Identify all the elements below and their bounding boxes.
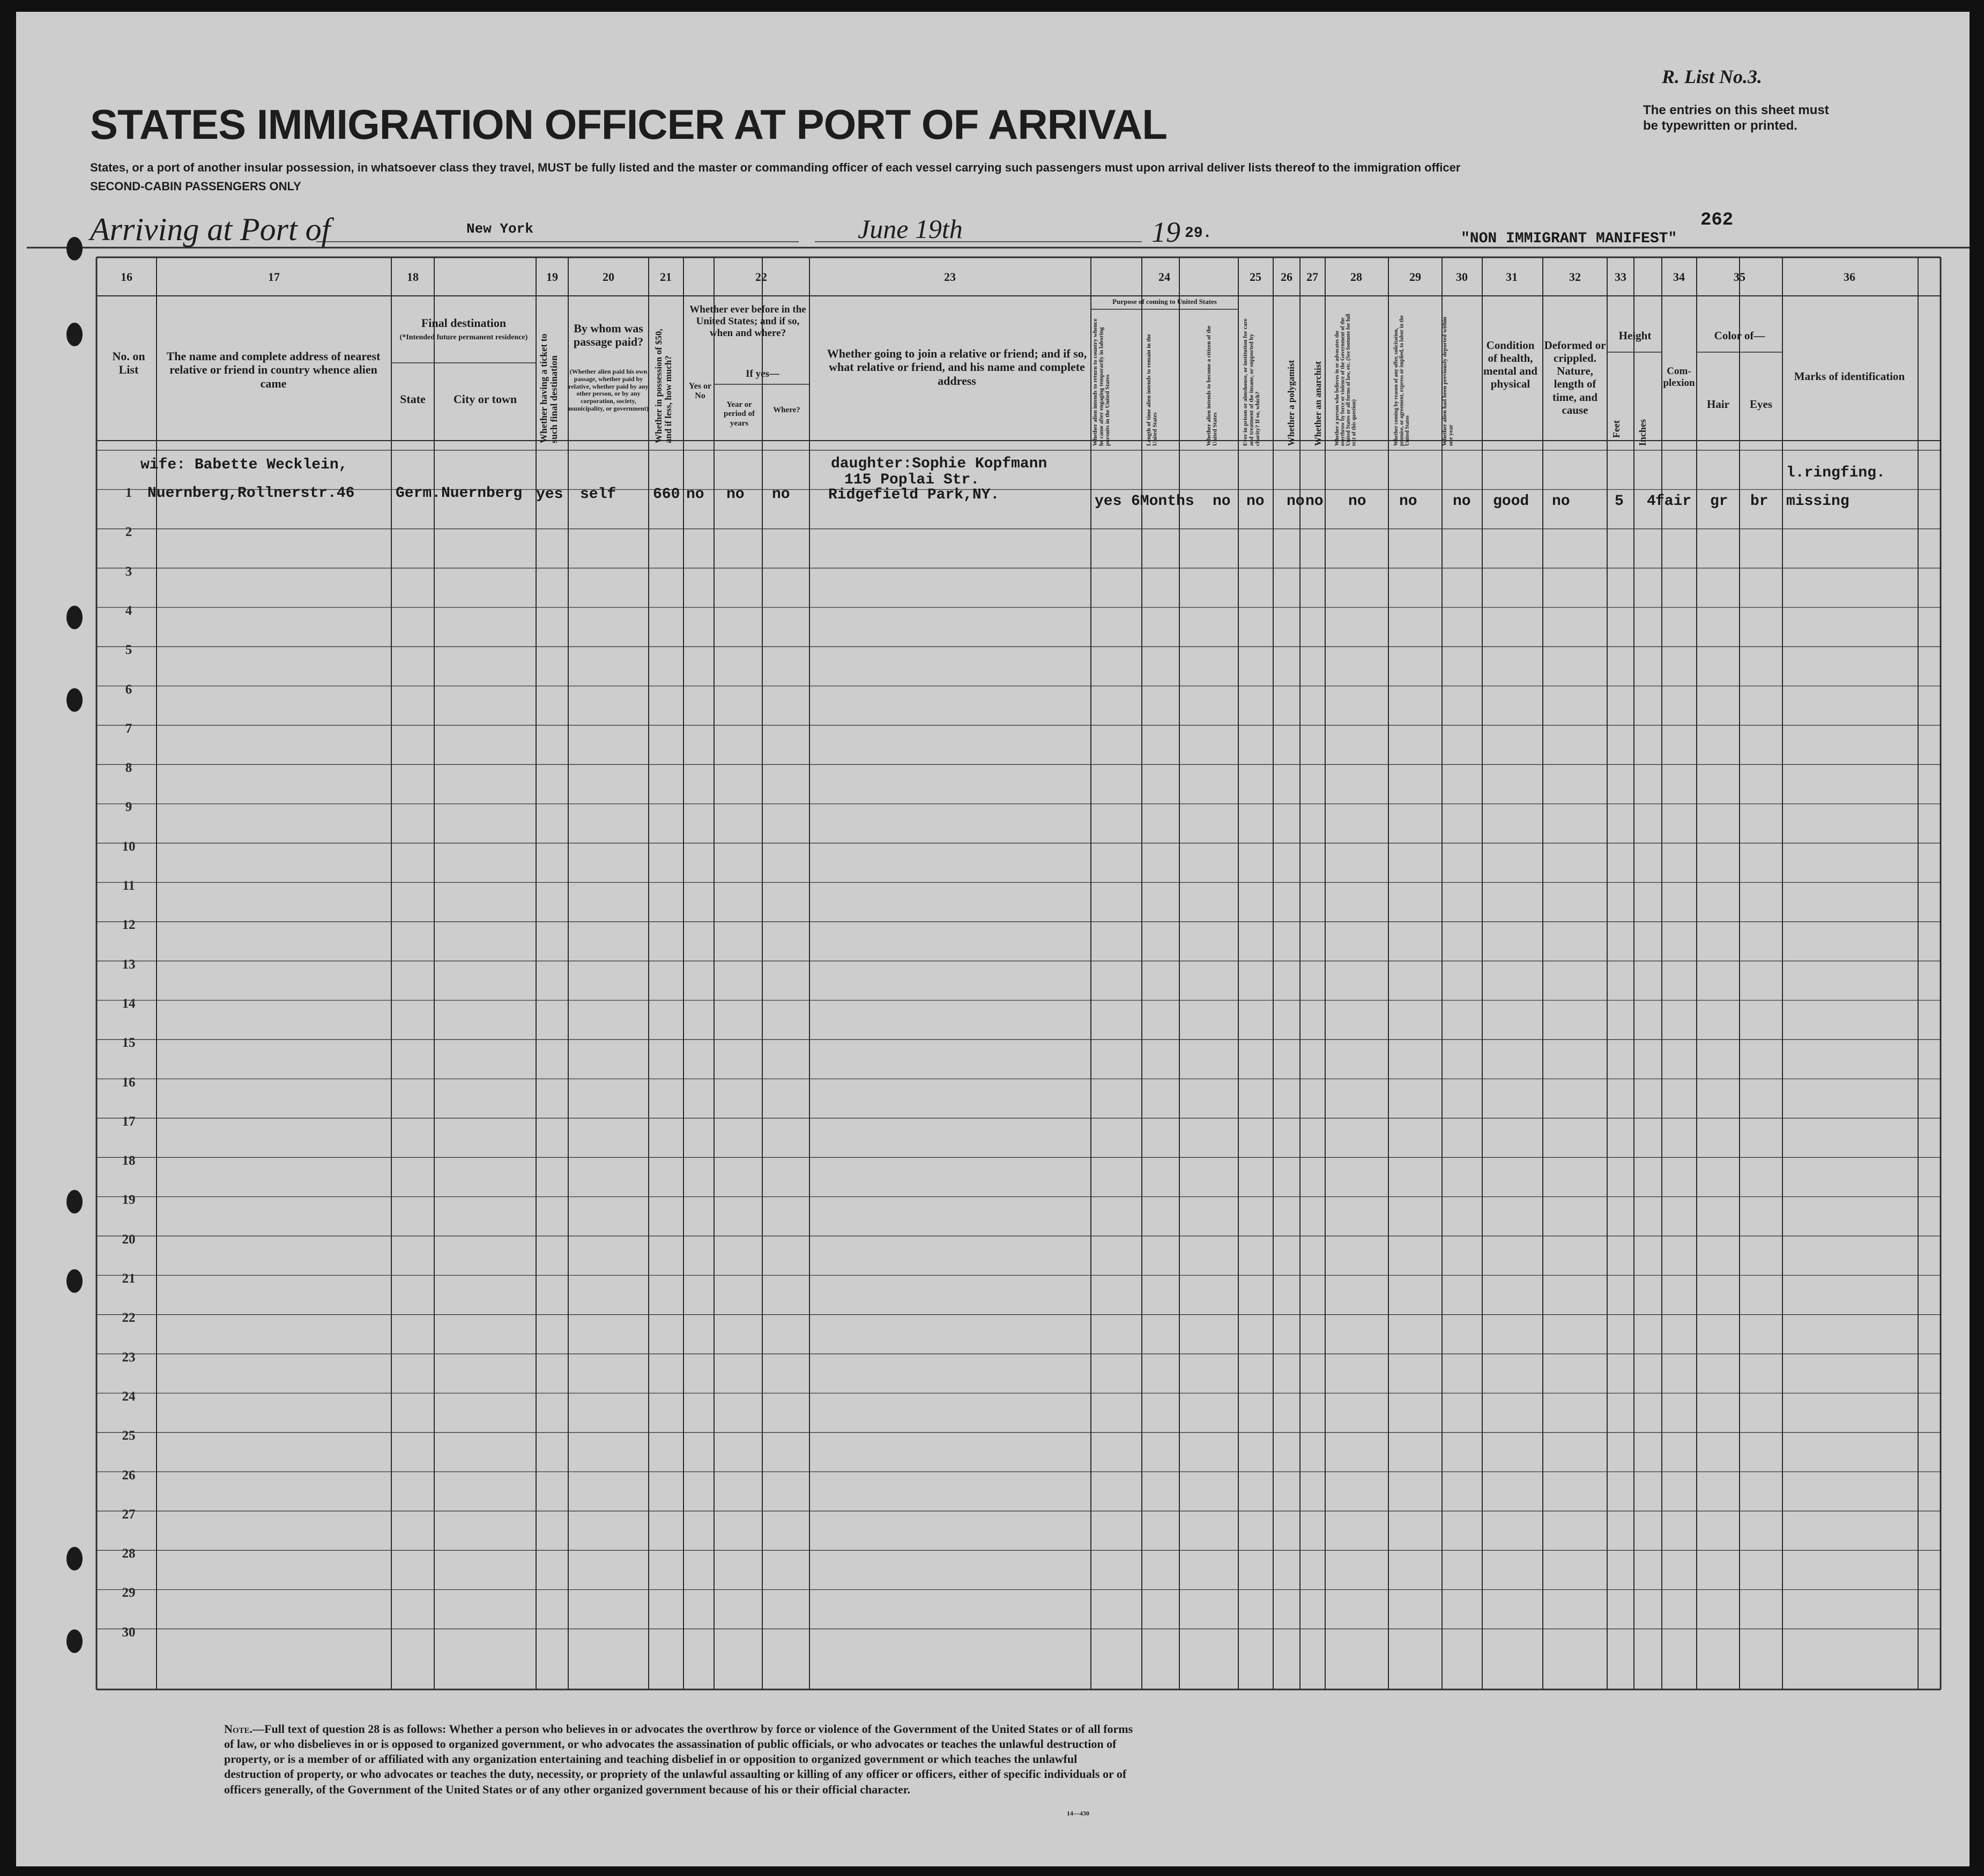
header-join-relative: Whether going to join a relative or friend; and if so, what relative or friend, and his name and complete address <box>827 347 1087 388</box>
header-polygamist: Whether a polygamist <box>1286 360 1296 446</box>
row-number: 29 <box>122 1585 136 1600</box>
row-number: 5 <box>125 643 132 658</box>
header-overthrow: Whether a person who believes in or advocates the overthrow by force or violence of the Government of the United States or all forms of law, etc. (See footnote for full text of this question) <box>1334 314 1357 446</box>
footer-note-text: —Full text of question 28 is as follows: Whether a person who believes in or advocates the overthrow by force or violence of the Government of the United States or of all forms of law, or who disbelieves in or is opposed to organized government, or who advocates the assassination of public officials, or who advocates or teaches the unlawful destruction of property, or is a member of or affiliated with any organization entertaining and teaching disbelief in or opposition to organized government or which teaches the unlawful destruction of property, or who advocates or teaches the duty, necessity, or propriety of the unlawful assaulting or killing of any officer or officers, either of specific individuals or of officers generally, of the Government of the United States or of any other organized government because of his or their official character. <box>224 1722 1133 1796</box>
row-number: 22 <box>122 1311 136 1326</box>
row-number: 12 <box>122 918 136 933</box>
entry-marks-line1: l.ringfing. <box>1786 465 1885 481</box>
entry-hair: gr <box>1710 493 1728 510</box>
page-title: STATES IMMIGRATION OFFICER AT PORT OF ARRIVAL <box>90 101 1167 148</box>
form-grid <box>16 12 1970 1866</box>
header-final-destination: Final destination <box>421 316 507 330</box>
entry-join-line3: Ridgefield Park,NY. <box>828 487 1000 503</box>
list-label: R. List No.3. <box>1662 66 1763 87</box>
column-number: 18 <box>407 270 419 284</box>
row-number: 4 <box>125 603 132 618</box>
entry-join-line1: daughter:Sophie Kopfmann <box>831 456 1047 472</box>
entry-before-yes-no: no <box>686 486 704 503</box>
column-number: 36 <box>1844 270 1855 284</box>
entry-citizen: no <box>1213 493 1231 510</box>
row-number: 17 <box>122 1114 136 1129</box>
binder-hole <box>66 237 83 260</box>
column-number: 16 <box>121 270 132 284</box>
entry-money: 660 <box>653 486 680 503</box>
column-number: 35 <box>1734 270 1745 284</box>
row-number: 21 <box>122 1271 136 1286</box>
header-contract-labor: Whether coming by reason of any offer, solicitation, promise, or agreement, express or implied, to labor in the United States <box>1393 315 1410 446</box>
header-purpose: Purpose of coming to United States <box>1112 297 1217 306</box>
arriving-label: Arriving at Port of <box>90 212 331 247</box>
header-passage-paid-note: (Whether alien paid his own passage, whether paid by relative, whether paid by any other person, or by any corporation, society, municipality, or government) <box>568 368 649 412</box>
date-value: June 19th <box>858 214 963 244</box>
header-ever-before: Whether ever before in the United States; and if so, when and where? <box>689 304 806 339</box>
year-suffix: 29. <box>1185 225 1212 242</box>
row-number: 23 <box>122 1350 136 1365</box>
row-number: 13 <box>122 957 136 972</box>
header-eyes: Eyes <box>1750 398 1772 411</box>
row-number: 8 <box>125 761 132 776</box>
entry-relative-line2: Nuernberg,Rollnerstr.46 <box>147 485 355 502</box>
binder-hole <box>66 1269 83 1293</box>
column-number: 20 <box>603 270 614 284</box>
row-number: 26 <box>122 1468 136 1483</box>
form-number: 14—430 <box>1067 1810 1089 1817</box>
manifest-type: "NON IMMIGRANT MANIFEST" <box>1461 230 1677 247</box>
column-number: 19 <box>546 270 558 284</box>
header-inches: Inches <box>1637 419 1648 446</box>
entry-inches: 4 <box>1647 493 1656 510</box>
header-purpose-return: Whether alien intends to return to country whence he came after engaging temporarily in laboring pursuits in the United States <box>1092 318 1111 446</box>
column-number: 31 <box>1506 270 1518 284</box>
binder-hole <box>66 1547 83 1570</box>
column-number: 21 <box>660 270 672 284</box>
entry-contract: no <box>1399 493 1417 510</box>
row-number: 9 <box>125 800 132 815</box>
header-complexion: Com- plexion <box>1663 366 1695 389</box>
header-where: Where? <box>773 406 800 414</box>
column-number: 30 <box>1456 270 1468 284</box>
row-number: 15 <box>122 1036 136 1051</box>
row-number: 28 <box>122 1546 136 1561</box>
row-number: 24 <box>122 1389 136 1404</box>
column-number: 29 <box>1409 270 1421 284</box>
header-condition: Condition of health, mental and physical <box>1483 339 1537 391</box>
row-number: 7 <box>125 721 132 736</box>
header-possession-50: Whether in possession of $50, and if less, how much? <box>653 329 673 443</box>
row-number: 2 <box>125 525 132 540</box>
header-nearest-relative: The name and complete address of nearest relative or friend in country whence alien came <box>166 349 381 390</box>
entry-marks-line2: missing <box>1786 493 1849 510</box>
row-number: 6 <box>125 682 132 697</box>
port-value: New York <box>466 221 533 237</box>
binder-hole <box>66 1190 83 1214</box>
row-number: 11 <box>122 879 135 893</box>
header-if-yes: If yes— <box>746 368 779 379</box>
header-purpose-length: Length of time alien intends to remain in the United States <box>1146 334 1158 446</box>
typewritten-note: The entries on this sheet must be typewritten or printed. <box>1643 103 1829 133</box>
intro-line: States, or a port of another insular possession, in whatsoever class they travel, MUST be fully listed and the master or commanding officer of each vessel carrying such passengers must upon arrival deliver lists thereof to the immigration officer <box>90 161 1461 174</box>
entry-eyes: br <box>1750 493 1768 510</box>
row-number: 18 <box>122 1153 136 1168</box>
column-number: 28 <box>1350 270 1362 284</box>
footer-note-label: Note. <box>224 1722 253 1736</box>
row-number: 10 <box>122 839 136 854</box>
header-anarchist: Whether an anarchist <box>1313 361 1323 446</box>
column-number: 34 <box>1673 270 1685 284</box>
entry-paid-by: self <box>580 486 616 503</box>
header-year-or-period: Year or period of years <box>724 400 755 428</box>
entry-join-line2: 115 Poplai Str. <box>844 472 980 488</box>
column-number: 23 <box>944 270 956 284</box>
header-deformed: Deformed or crippled. Nature, length of time, and cause <box>1544 339 1606 416</box>
binder-hole <box>66 323 83 346</box>
row-number: 27 <box>122 1507 136 1522</box>
header-passage-paid: By whom was passage paid? <box>573 322 644 349</box>
row-number: 16 <box>122 1075 136 1090</box>
column-number: 22 <box>755 270 767 284</box>
entry-prison: no <box>1246 493 1265 510</box>
column-number: 24 <box>1158 270 1170 284</box>
entry-anarchist: no <box>1305 493 1324 510</box>
entry-city: Nuernberg <box>441 485 523 502</box>
header-no-on-list: No. on List <box>112 349 145 377</box>
column-number: 26 <box>1281 270 1292 284</box>
row-number: 30 <box>122 1625 136 1640</box>
entry-relative-line1: wife: Babette Wecklein, <box>140 457 348 473</box>
header-final-destination-note: (*Intended future permanent residence) <box>399 333 528 341</box>
header-ticket: Whether having a ticket to such final destination <box>538 333 559 443</box>
manifest-sheet <box>16 12 1970 1866</box>
header-prison: Ever in prison or almshouse, or institution for care and treatment of the insane, or supported by charity? If so, which? <box>1242 318 1261 446</box>
header-purpose-citizen: Whether alien intends to become a citizen of the United States <box>1206 325 1218 446</box>
column-number: 27 <box>1306 270 1318 284</box>
header-marks: Marks of identification <box>1794 370 1905 383</box>
binder-hole <box>66 1629 83 1653</box>
entry-health: good <box>1493 493 1529 510</box>
row-number: 25 <box>122 1428 136 1443</box>
binder-hole <box>66 688 83 712</box>
entry-polygamist: no <box>1287 493 1305 510</box>
entry-overthrow: no <box>1348 493 1366 510</box>
entry-before-years: no <box>726 486 745 503</box>
column-number: 25 <box>1250 270 1261 284</box>
year-prefix: 19 <box>1151 216 1180 248</box>
column-number: 32 <box>1569 270 1581 284</box>
entry-deported: no <box>1453 493 1471 510</box>
entry-before-where: no <box>772 486 790 503</box>
header-height: Height <box>1618 329 1652 342</box>
entry-state: Germ. <box>396 485 441 502</box>
class-line: SECOND-CABIN PASSENGERS ONLY <box>90 180 301 193</box>
column-number: 33 <box>1615 270 1626 284</box>
entry-complexion: fair <box>1655 493 1692 510</box>
entry-deformed: no <box>1552 493 1570 510</box>
header-deported: Whether alien had been previously deported within one year <box>1441 316 1454 446</box>
footer-note <box>224 1722 1135 1797</box>
entry-length: 6Months <box>1131 493 1194 510</box>
header-feet: Feet <box>1611 420 1622 438</box>
row-number: 20 <box>122 1232 136 1247</box>
page-number: 262 <box>1700 210 1734 230</box>
header-hair: Hair <box>1707 398 1729 411</box>
header-yes-or-no: Yes or No <box>688 382 712 401</box>
header-state: State <box>400 392 426 406</box>
entry-feet: 5 <box>1615 493 1624 510</box>
binder-hole <box>66 606 83 629</box>
row-number: 19 <box>122 1193 136 1208</box>
row-number: 3 <box>125 564 132 579</box>
entry-ticket: yes <box>536 486 563 503</box>
column-number: 17 <box>268 270 280 284</box>
row-number: 14 <box>122 996 136 1011</box>
header-color-of: Color of— <box>1714 329 1765 342</box>
row-number: 1 <box>125 486 132 500</box>
header-city: City or town <box>453 392 517 406</box>
entry-return: yes <box>1095 493 1122 510</box>
